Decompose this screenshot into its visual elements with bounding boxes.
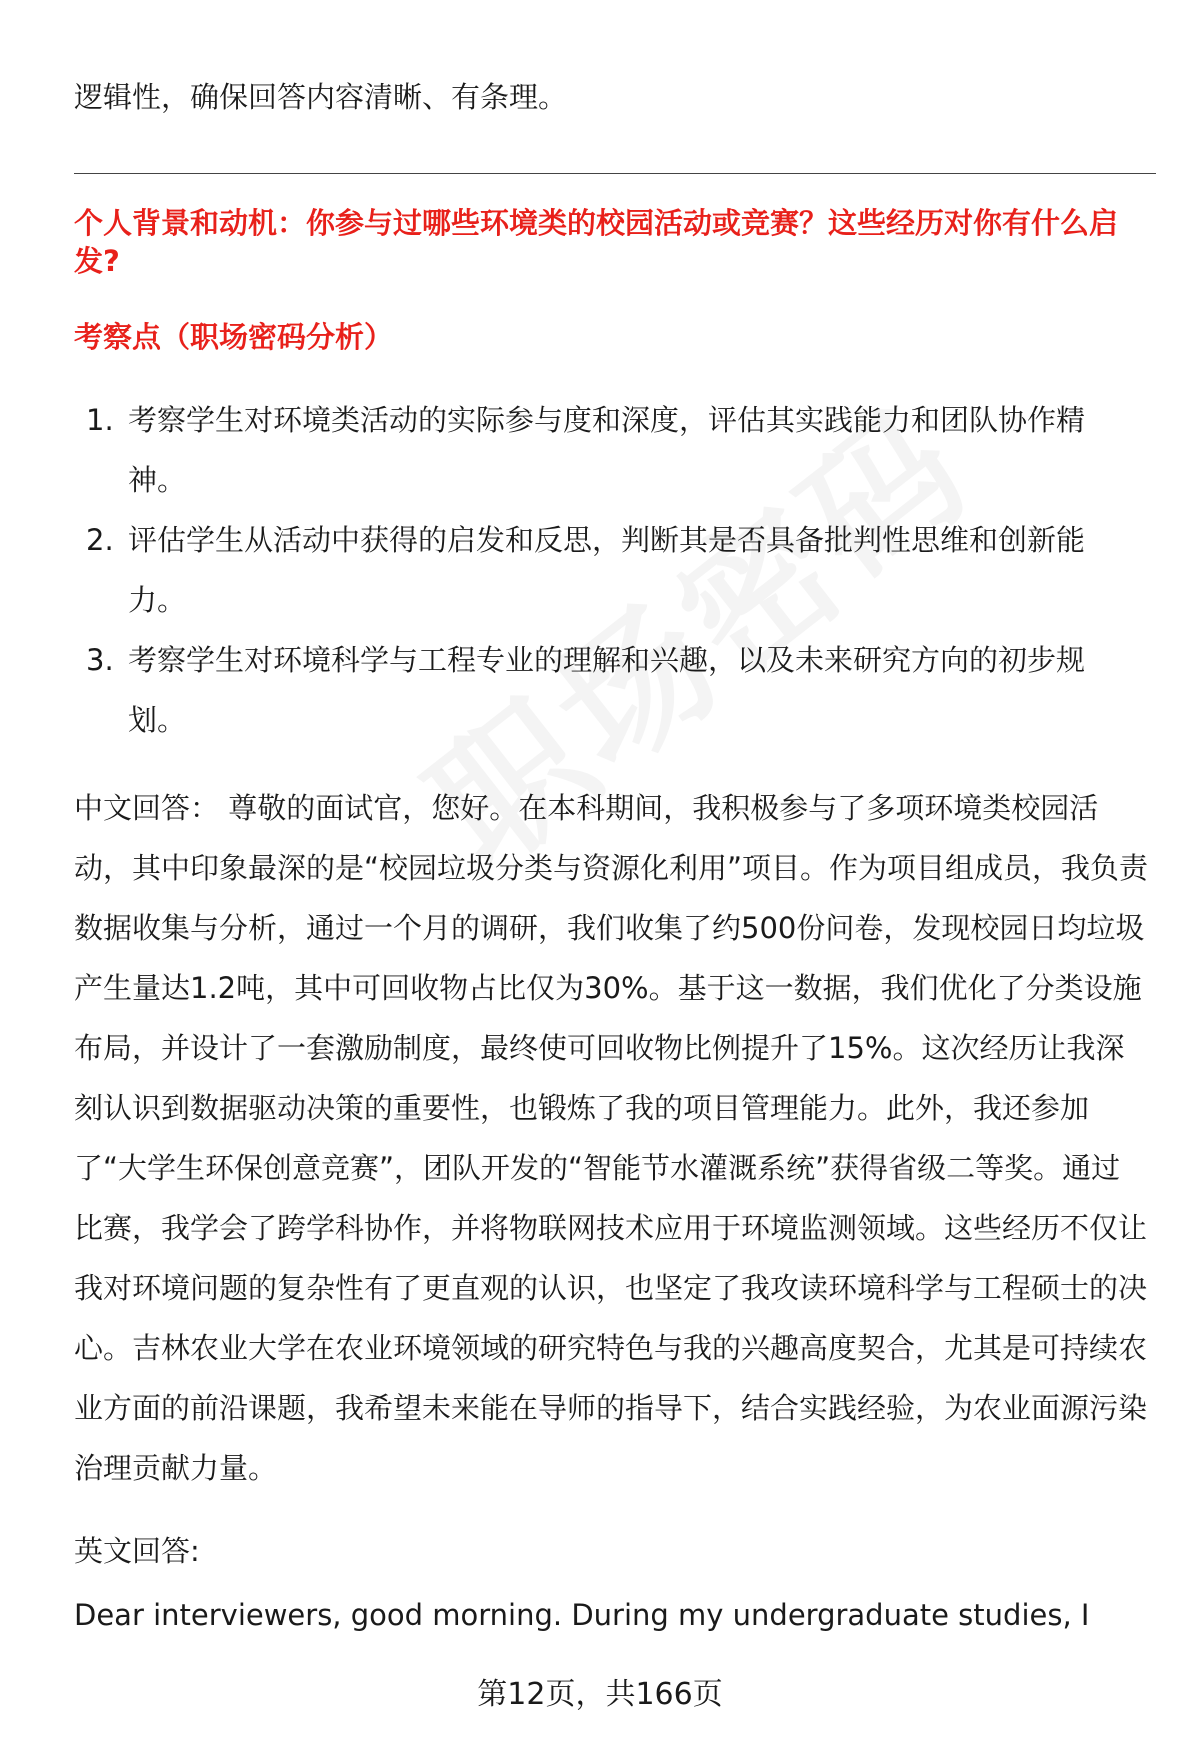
focus-heading: 考察点（职场密码分析） [74,320,394,354]
english-answer-label: 英文回答: [74,1534,200,1568]
intro-text: 逻辑性，确保回答内容清晰、有条理。 [74,80,568,114]
focus-item-number: 1. [86,403,114,437]
page-number: 第12页，共166页 [477,1677,723,1712]
focus-item-text: 考察学生对环境类活动的实际参与度和深度，评估其实践能力和团队协作精神。 [128,403,1086,497]
focus-item-number: 3. [86,643,114,677]
section-divider [74,173,1156,174]
english-answer: Dear interviewers, good morning. During my undergraduate studies, I [74,1598,1090,1632]
focus-item-number: 2. [86,523,114,557]
focus-item [74,390,1114,510]
focus-item-text: 评估学生从活动中获得的启发和反思，判断其是否具备批判性思维和创新能力。 [128,523,1086,617]
focus-list [74,390,1114,750]
focus-item-text: 考察学生对环境科学与工程专业的理解和兴趣，以及未来研究方向的初步规划。 [128,643,1086,737]
question-heading: 个人背景和动机：你参与过哪些环境类的校园活动或竞赛？这些经历对你有什么启发? [74,206,1119,278]
focus-item [74,630,1114,750]
chinese-answer: 中文回答： 尊敬的面试官，您好。在本科期间，我积极参与了多项环境类校园活动，其中印象最深的是“校园垃圾分类与资源化利用”项目。作为项目组成员，我负责数据收集与分析，通过一个月的调研，我们收集了约500份问卷，发现校园日均垃圾产生量达1.2吨，其中可回收物占比仅为30%。基于这一数据，我们优化了分类设施布局，并设计了一套激励制度，最终使可回收物比例提升了15%。这次经历让我深刻认识到数据驱动决策的重要性，也锻炼了我的项目管理能力。此外，我还参加了“大学生环保创意竞赛”，团队开发的“智能节水灌溉系统”获得省级二等奖。通过比赛，我学会了跨学科协作，并将物联网技术应用于环境监测领域。这些经历不仅让我对环境问题的复杂性有了更直观的认识，也坚定了我攻读环境科学与工程硕士的决心。吉林农业大学在农业环境领域的研究特色与我的兴趣高度契合，尤其是可持续农业方面的前沿课题，我希望未来能在导师的指导下，结合实践经验，为农业面源污染治理贡献力量。 [74,791,1149,1485]
focus-item [74,510,1114,630]
